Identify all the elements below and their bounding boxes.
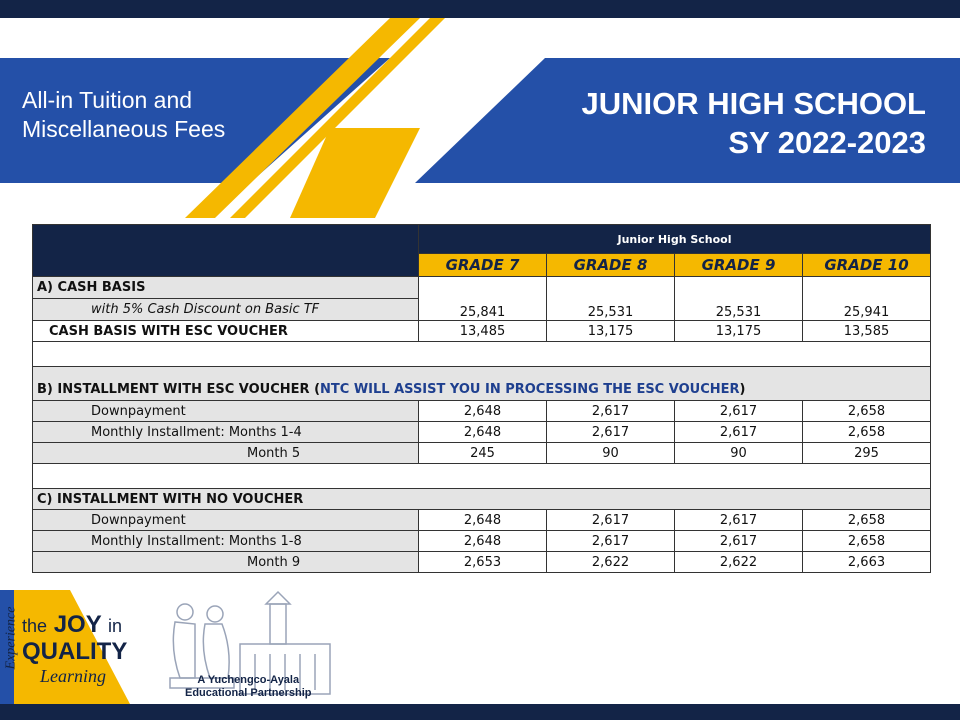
grade-header: GRADE 9 [675,254,803,277]
table-cell: 2,617 [675,401,803,422]
grade-header: GRADE 10 [803,254,931,277]
section-a-title-row [33,277,931,299]
fees-table [32,224,931,573]
table-cell: 2,622 [547,552,675,573]
row-label: Downpayment [33,401,419,422]
section-c-title-row [33,489,931,510]
row-label: with 5% Cash Discount on Basic TF [33,299,419,321]
table-cell: 2,653 [419,552,547,573]
section-title: A) CASH BASIS [33,277,419,299]
section-title: C) INSTALLMENT WITH NO VOUCHER [33,489,931,510]
table-row [33,510,931,531]
table-cell: 2,648 [419,401,547,422]
table-cell: 2,617 [547,510,675,531]
banner-left-title [22,86,225,144]
row-label: Month 9 [33,552,419,573]
table-cell: 2,648 [419,510,547,531]
logo-the: the [22,616,48,636]
table-row [33,552,931,573]
table-cell: 2,648 [419,422,547,443]
table-cell: 13,485 [419,321,547,342]
logo-joy: JOY [53,611,102,638]
table-cell: 2,622 [675,552,803,573]
table-row [33,443,931,464]
header-blank-cell [33,225,419,277]
table-cell: 2,617 [675,531,803,552]
table-cell: 13,585 [803,321,931,342]
logo-experience: Experience [3,606,19,670]
spacer-row [33,464,931,489]
banner-left-title-line1: All-in Tuition and [22,87,193,113]
table-cell: 2,617 [547,422,675,443]
table-cell: 2,658 [803,510,931,531]
logo-joy-text [22,612,127,665]
table-row [33,422,931,443]
table-cell: 2,617 [547,531,675,552]
table-cell: 25,531 [675,277,803,321]
table-cell: 2,658 [803,401,931,422]
table-cell: 90 [547,443,675,464]
table-row [33,401,931,422]
table-cell: 25,941 [803,277,931,321]
table-cell: 2,648 [419,531,547,552]
banner-right-title-line1: JUNIOR HIGH SCHOOL [581,86,926,121]
banner-left-title-line2: Miscellaneous Fees [22,116,226,142]
table-header-row [33,225,931,254]
grade-header: GRADE 8 [547,254,675,277]
table-row [33,531,931,552]
table-cell: 245 [419,443,547,464]
row-label: Monthly Installment: Months 1-8 [33,531,419,552]
spacer-row [33,342,931,367]
table-cell: 2,663 [803,552,931,573]
table-cell: 295 [803,443,931,464]
table-cell: 90 [675,443,803,464]
logo-in: in [107,616,122,636]
grade-header: GRADE 7 [419,254,547,277]
partner-line2: Educational Partnership [185,687,312,699]
group-header: Junior High School [419,225,931,254]
table-cell: 2,617 [675,510,803,531]
logo-quality: QUALITY [22,638,128,665]
banner-right-title [582,84,926,162]
row-label: Month 5 [33,443,419,464]
table-cell: 25,531 [547,277,675,321]
row-label: Downpayment [33,510,419,531]
section-b-title-suffix: ) [739,382,746,397]
top-bar [0,0,960,18]
section-b-title-prefix: B) INSTALLMENT WITH ESC VOUCHER ( [37,382,321,397]
table-cell: 2,617 [675,422,803,443]
table-cell: 13,175 [675,321,803,342]
table-cell: 2,658 [803,422,931,443]
partner-text [185,674,312,700]
bottom-bar [0,704,960,720]
table-row [33,321,931,342]
section-title [33,367,931,401]
banner-right-title-line2: SY 2022-2023 [728,125,926,160]
row-label: Monthly Installment: Months 1-4 [33,422,419,443]
table-cell: 13,175 [547,321,675,342]
row-label: CASH BASIS WITH ESC VOUCHER [33,321,419,342]
logo-learning: Learning [40,666,107,686]
section-b-title-row [33,367,931,401]
table-cell: 25,841 [419,277,547,321]
partner-line1: A Yuchengco-Ayala [197,674,300,686]
table-cell: 2,658 [803,531,931,552]
table-cell: 2,617 [547,401,675,422]
section-b-title-highlight: NTC WILL ASSIST YOU IN PROCESSING THE ESC VOUCHER [320,382,740,397]
